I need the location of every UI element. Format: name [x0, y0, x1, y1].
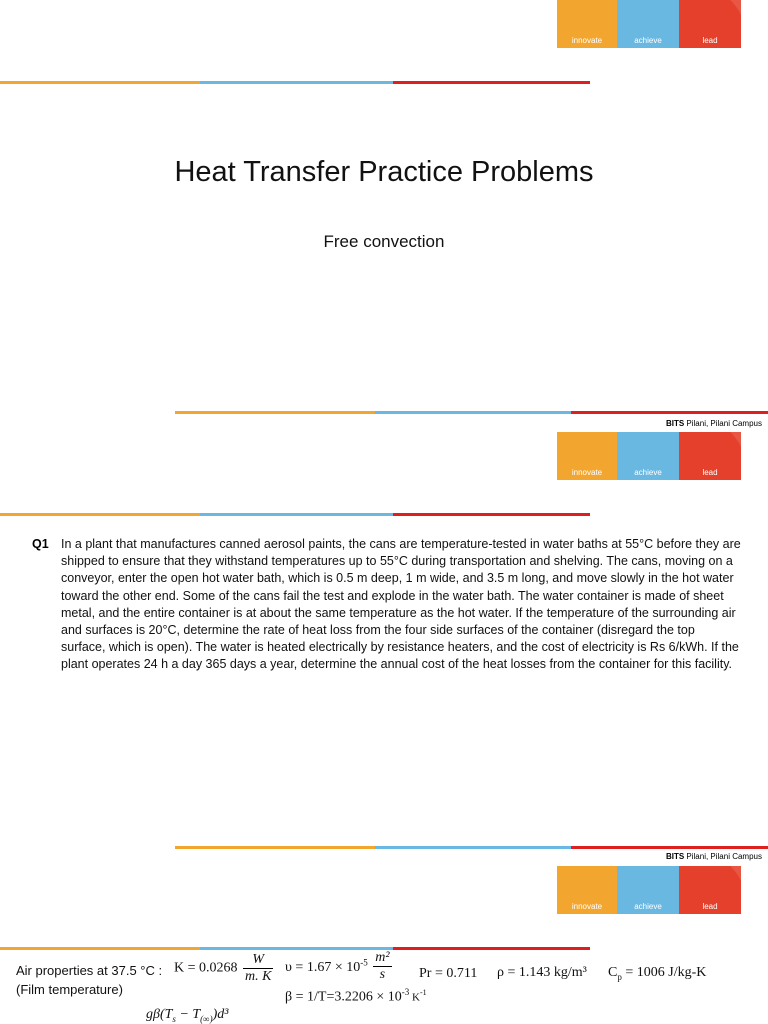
- cp-symbol: C: [608, 965, 618, 980]
- gr-part2: − T: [175, 1007, 201, 1022]
- prandtl-number: Pr = 0.711: [419, 966, 478, 981]
- brand-banner: [557, 0, 741, 48]
- page-title: Heat Transfer Practice Problems: [174, 156, 594, 188]
- gear-icon: [679, 432, 741, 480]
- banner-label-lead: lead: [702, 36, 718, 45]
- footer-rule: [175, 846, 768, 849]
- brand-banner: [557, 432, 741, 480]
- banner-block-blue: [617, 866, 679, 914]
- k-value: K = 0.0268: [174, 960, 238, 976]
- k-unit-fraction: [243, 952, 273, 985]
- cp-value: = 1006 J/kg-K: [621, 965, 707, 980]
- beta-unit-exponent: -1: [419, 988, 427, 997]
- density: ρ = 1.143 kg/m³: [497, 965, 587, 980]
- banner-label-innovate: innovate: [571, 36, 603, 45]
- banner-block-orange: [557, 866, 617, 914]
- nu-unit-num: m²: [375, 950, 390, 965]
- banner-label-innovate: innovate: [571, 902, 603, 911]
- cp-subscript: p: [617, 971, 622, 982]
- beta-exponent: -3: [401, 987, 410, 997]
- k-unit-num: W: [243, 952, 273, 969]
- banner-label-achieve: achieve: [634, 36, 662, 45]
- k-expression: [174, 952, 275, 985]
- footer-campus: [666, 419, 762, 428]
- banner-block-red: [679, 0, 741, 48]
- footer-org: BITS: [665, 852, 685, 861]
- banner-block-blue: [617, 0, 679, 48]
- nu-exponent: -5: [360, 957, 368, 968]
- banner-block-orange: [557, 0, 617, 48]
- footer-campus-name: Pilani, Pilani Campus: [686, 852, 762, 861]
- specific-heat: [608, 965, 706, 982]
- banner-label-innovate: innovate: [571, 468, 603, 477]
- banner-block-red: [679, 866, 741, 914]
- footer-rule: [175, 411, 768, 414]
- banner-label-lead: lead: [702, 468, 718, 477]
- question-label: Q1: [32, 537, 49, 551]
- gr-sub2: (∞): [200, 1013, 213, 1024]
- nu-unit-den: s: [379, 967, 386, 982]
- gr-sub1: s: [172, 1013, 176, 1024]
- brand-banner: [557, 866, 741, 914]
- beta-unit: K: [409, 991, 420, 1004]
- banner-label-achieve: achieve: [634, 468, 662, 477]
- nu-unit-fraction: [373, 950, 391, 983]
- beta-expression: [285, 987, 427, 1006]
- slide-solution: [0, 866, 768, 1024]
- slide-question: [0, 432, 768, 864]
- gr-part1: gβ(T: [146, 1007, 173, 1022]
- gear-icon: [679, 866, 741, 914]
- footer-campus: [666, 852, 762, 861]
- footer-org: BITS: [665, 419, 685, 428]
- slide-title: [0, 0, 768, 430]
- nu-expression: [285, 950, 394, 983]
- banner-block-orange: [557, 432, 617, 480]
- banner-label-achieve: achieve: [634, 902, 662, 911]
- footer-campus-name: Pilani, Pilani Campus: [686, 419, 762, 428]
- banner-block-red: [679, 432, 741, 480]
- film-temperature-label: (Film temperature): [16, 982, 123, 997]
- grashof-numerator: [146, 1007, 228, 1024]
- gear-icon: [679, 0, 741, 48]
- page-subtitle: Free convection: [323, 232, 445, 251]
- banner-label-lead: lead: [702, 902, 718, 911]
- question-text: In a plant that manufactures canned aerosol paints, the cans are temperature-tested in water baths at 55°C before they are shipped to ensure that they withstand temperatures up to 55°C during transportation and shelving. The cans, moving on a conveyor, enter the open hot water bath, which is 0.5 m deep, 1 m wide, and 3.5 m long, and move slowly in the hot water toward the other end. Some of the cans fail the test and explode in the water bath. The water container is made of sheet metal, and the entire container is at about the same temperature as the hot water. If the temperature of the surrounding air and surfaces is 20°C, determine the rate of heat loss from the four side surfaces of the container (disregard the top surface, which is open). The water is heated electrically by resistance heaters, and the cost of electricity is Rs 6/kWh. If the plant operates 24 h a day 365 days a year, determine the annual cost of the heat losses from the container for this facility.: [61, 537, 741, 672]
- header-rule: [0, 513, 590, 516]
- gr-part3: )d³: [212, 1007, 229, 1022]
- k-unit-den: m. K: [245, 969, 272, 984]
- air-properties-label: Air properties at 37.5 °C :: [16, 963, 163, 978]
- header-rule: [0, 81, 590, 84]
- banner-block-blue: [617, 432, 679, 480]
- nu-value: υ = 1.67 × 10: [285, 959, 361, 975]
- beta-value: β = 1/T=3.2206 × 10: [285, 989, 402, 1005]
